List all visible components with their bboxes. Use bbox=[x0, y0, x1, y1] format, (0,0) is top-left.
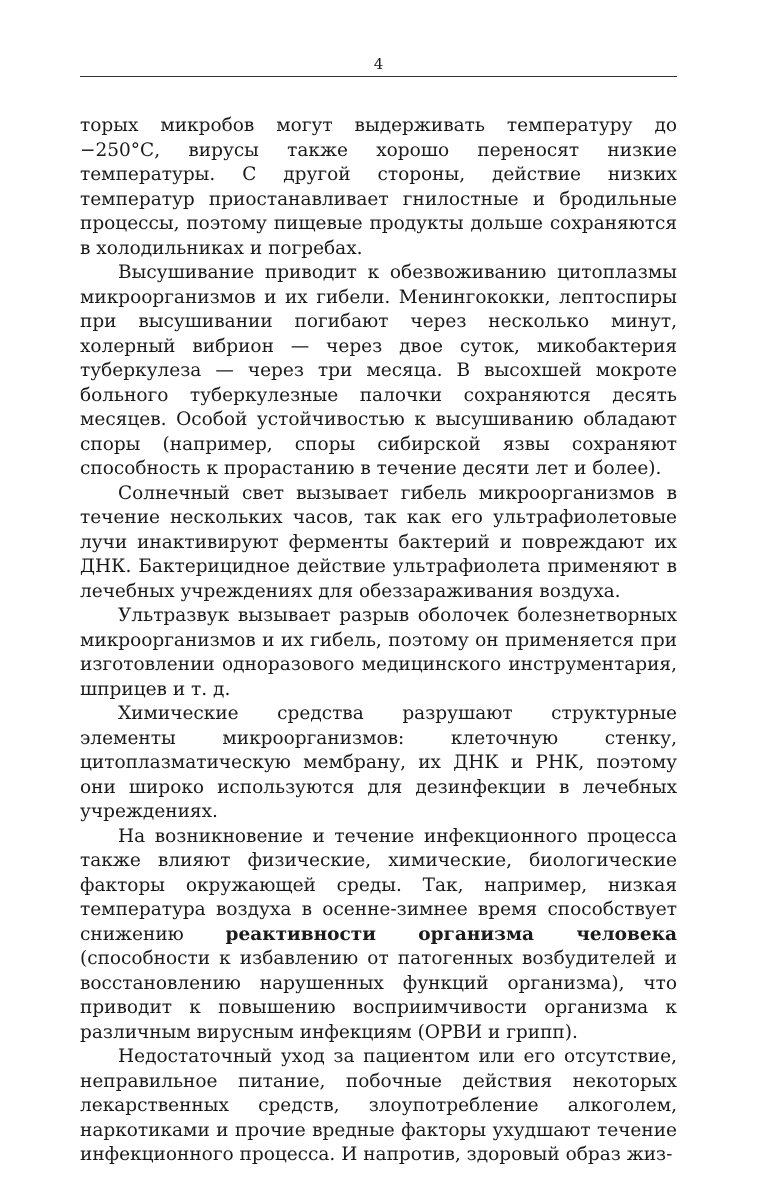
paragraph-chemicals: Химические средства разрушают структурные элементы микроорганизмов: клеточную стенку, цитоплазматическую мембрану, их ДНК и РНК, поэтому они широко используются для дезинфекции в лечебных учреждениях. bbox=[80, 703, 677, 822]
paragraph-environment-text-before: На возникновение и течение инфекционного процесса также влияют физические, химические, биологические факторы окружающей среды. Так, например, низкая температура воздуха в осенне-зимнее время способствует снижению bbox=[80, 825, 677, 945]
paragraph-environment-text-after: (способности к избавлению от патогенных возбудителей и восстановлению нарушенных функций организма), что приводит к повышению восприимчивости организма к различным вирусным инфекциям (ОРВИ и грипп). bbox=[80, 948, 677, 1043]
paragraph-continued: торых микробов могут выдерживать температуру до −250°С, вирусы также хорошо переносят низкие температуры. С другой стороны, действие низких температур приостанавливает гнилостные и бродильные процессы, поэтому пищевые продукты дольше сохраняются в холодильниках и погребах. bbox=[80, 115, 677, 259]
paragraph-care: Недостаточный уход за пациентом или его отсутствие, неправильное питание, побочные действия некоторых лекарственных средств, злоупотребление алкоголем, наркотиками и прочие вредные факторы ухудшают течение инфекционного процесса. И напротив, здоровый образ жиз- bbox=[80, 1046, 677, 1165]
paragraph-ultrasound: Ультразвук вызывает разрыв оболочек болезнетворных микроорганизмов и их гибель, поэтому он применяется при изготовлении одноразового медицинского инструментария, шприцев и т. д. bbox=[80, 605, 677, 700]
page-number: 4 bbox=[373, 55, 384, 73]
page-header bbox=[80, 54, 677, 77]
emphasized-term: реактивности организма человека bbox=[225, 923, 677, 945]
paragraph-sunlight: Солнечный свет вызывает гибель микроорганизмов в течение нескольких часов, так как его ультрафиолетовые лучи инактивируют ферменты бактерий и повреждают их ДНК. Бактерицидное действие ультрафиолета применяют в лечебных учреждениях для обеззараживания воздуха. bbox=[80, 482, 677, 602]
paragraph-drying: Высушивание приводит к обезвоживанию цитоплазмы микроорганизмов и их гибели. Менингококки, лептоспиры при высушивании погибают через несколько минут, холерный вибрион — через двое суток, микобактерия туберкулеза — через три месяца. В высохшей мокроте больного туберкулезные палочки сохраняются десять месяцев. Особой устойчивостью к высушиванию обладают споры (например, споры сибирской язвы сохраняют способность к прорастанию в течение десяти лет и более). bbox=[80, 262, 677, 479]
page-body bbox=[80, 114, 677, 1168]
paragraph-environment bbox=[80, 825, 677, 1046]
